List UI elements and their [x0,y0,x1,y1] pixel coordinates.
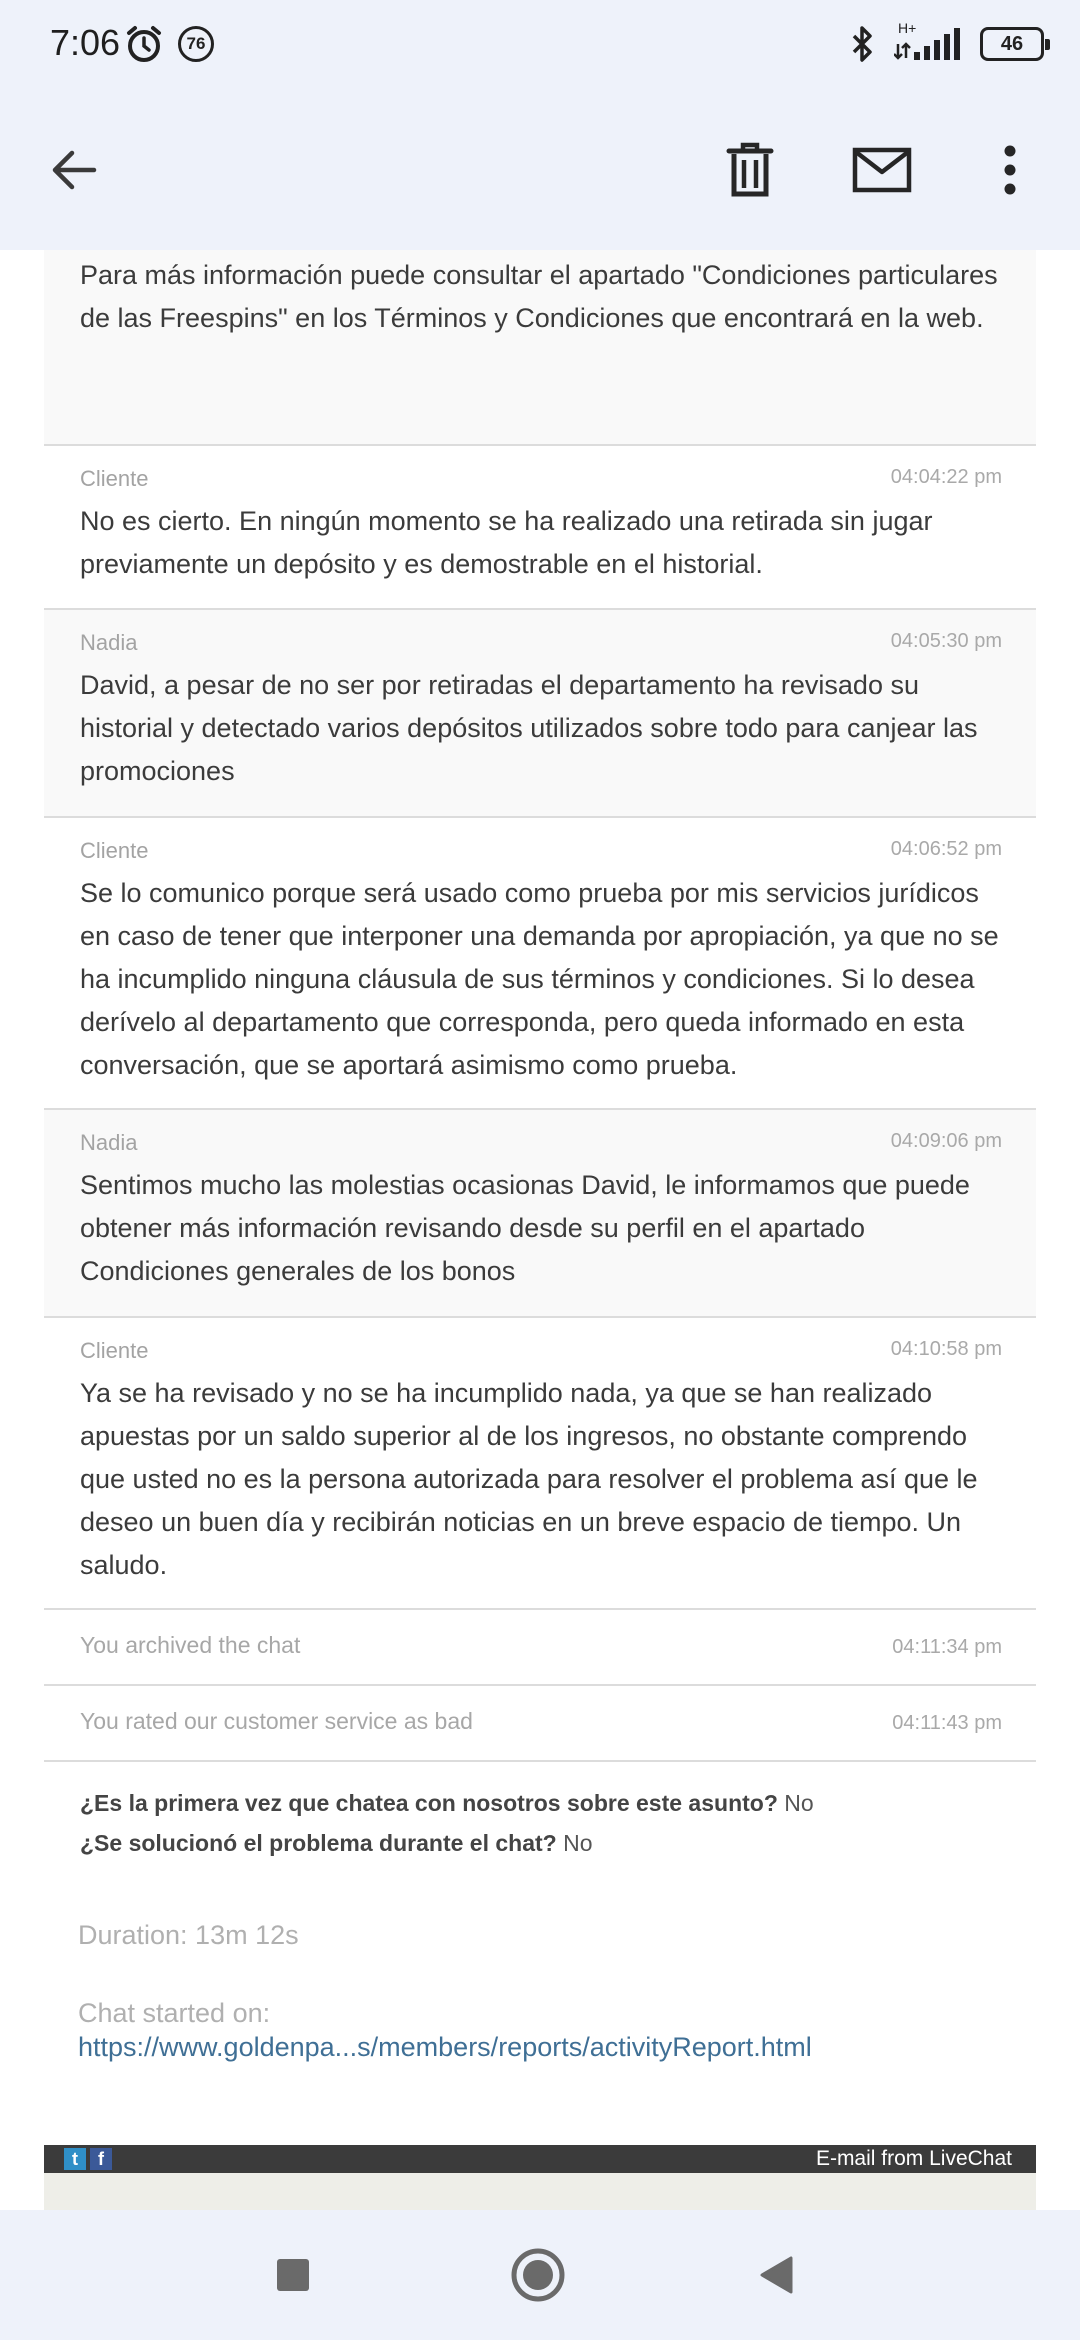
event-time: 04:11:34 pm [892,1636,1002,1658]
app-toolbar [0,90,1080,250]
survey-question: ¿Se solucionó el problema durante el chat? [80,1830,557,1856]
chat-started-link[interactable]: https://www.goldenpa...s/members/reports/activityReport.html [78,2032,812,2062]
status-time: 7:06 [50,22,121,63]
transcript-event [44,1686,1036,1762]
facebook-icon[interactable]: f [90,2148,112,2170]
alarm-icon [124,24,164,64]
home-button[interactable] [503,2240,573,2310]
system-nav-bar [0,2210,1080,2340]
delete-button[interactable] [710,130,790,210]
event-text: You archived the chat [80,1632,301,1658]
back-button[interactable] [34,130,114,210]
message-time: 04:10:58 pm [890,1338,1002,1360]
message-text: Para más información puede consultar el apartado "Condiciones particulares de las Freespins" en los Términos y Condiciones que encontrará en la web. [80,260,998,333]
envelope-icon [852,147,912,193]
survey-answer [80,1830,593,1857]
survey-question: ¿Es la primera vez que chatea con nosotros sobre este asunto? [80,1790,778,1816]
back-nav-button[interactable] [742,2240,812,2310]
recents-button[interactable] [258,2240,328,2310]
triangle-back-icon [757,2255,797,2295]
message-text: Ya se ha revisado y no se ha incumplido nada, ya que se han realizado apuestas por un saldo superior al de los ingresos, no obstante comprendo que usted no es la persona autorizada para resolver el problema así que le deseo un buen día y recibirán noticias en un breve espacio de tiempo. Un saludo. [80,1378,978,1580]
transcript-message [44,1318,1036,1610]
battery-indicator: 46 [980,27,1044,61]
livechat-footer [44,2145,1036,2173]
email-body [0,250,1080,2210]
transcript-message [44,818,1036,1110]
twitter-icon[interactable]: t [64,2148,86,2170]
message-text: Se lo comunico porque será usado como prueba por mis servicios jurídicos en caso de tener que interponer una demanda por apropiación, ya que no se ha incumplido ninguna cláusula de sus términos y condiciones. Si lo desea derívelo al departamento que corresponda, pero queda informado en esta conversación, que se aportará asimismo como prueba. [80,878,999,1080]
transcript-message [44,1110,1036,1318]
chat-started-label: Chat started on: [78,1998,271,2028]
circle-icon [510,2247,566,2303]
survey-response: No [563,1830,593,1856]
more-vert-icon [1000,144,1020,196]
message-time: 04:09:06 pm [890,1130,1002,1152]
chat-duration: Duration: 13m 12s [78,1920,299,1950]
footer-spacer [44,2173,1036,2210]
signal-indicator [894,20,964,64]
event-time: 04:11:43 pm [892,1712,1002,1734]
network-type: H+ [898,20,917,36]
message-sender: Cliente [80,838,149,863]
bluetooth-icon [848,24,878,64]
transcript-message [44,446,1036,610]
mark-unread-button[interactable] [842,130,922,210]
message-text: No es cierto. En ningún momento se ha realizado una retirada sin jugar previamente un depósito y es demostrable en el historial. [80,506,933,579]
message-text: David, a pesar de no ser por retiradas el departamento ha revisado su historial y detectado varios depósitos utilizados sobre todo para canjear las promociones [80,670,978,786]
more-options-button[interactable] [970,130,1050,210]
message-time: 04:05:30 pm [890,630,1002,652]
signal-bars-icon [894,24,964,64]
message-sender: Cliente [80,466,149,491]
transcript-event [44,1610,1036,1686]
survey-answer [80,1790,814,1817]
survey-response: No [784,1790,814,1816]
event-text: You rated our customer service as bad [80,1708,473,1734]
status-bar [0,0,1080,90]
message-time: 04:04:22 pm [890,466,1002,488]
message-time: 04:06:52 pm [890,838,1002,860]
message-sender: Cliente [80,1338,149,1363]
notification-count-badge: 76 [178,26,214,62]
transcript-message [44,250,1036,446]
transcript-message [44,610,1036,818]
arrow-left-icon [48,144,100,196]
footer-text: E-mail from LiveChat [815,2147,1012,2170]
message-text: Sentimos mucho las molestias ocasionas David, le informamos que puede obtener más información revisando desde su perfil en el apartado Condiciones generales de los bonos [80,1170,970,1286]
message-sender: Nadia [80,630,138,655]
trash-icon [725,142,775,198]
message-sender: Nadia [80,1130,138,1155]
square-icon [276,2258,310,2292]
